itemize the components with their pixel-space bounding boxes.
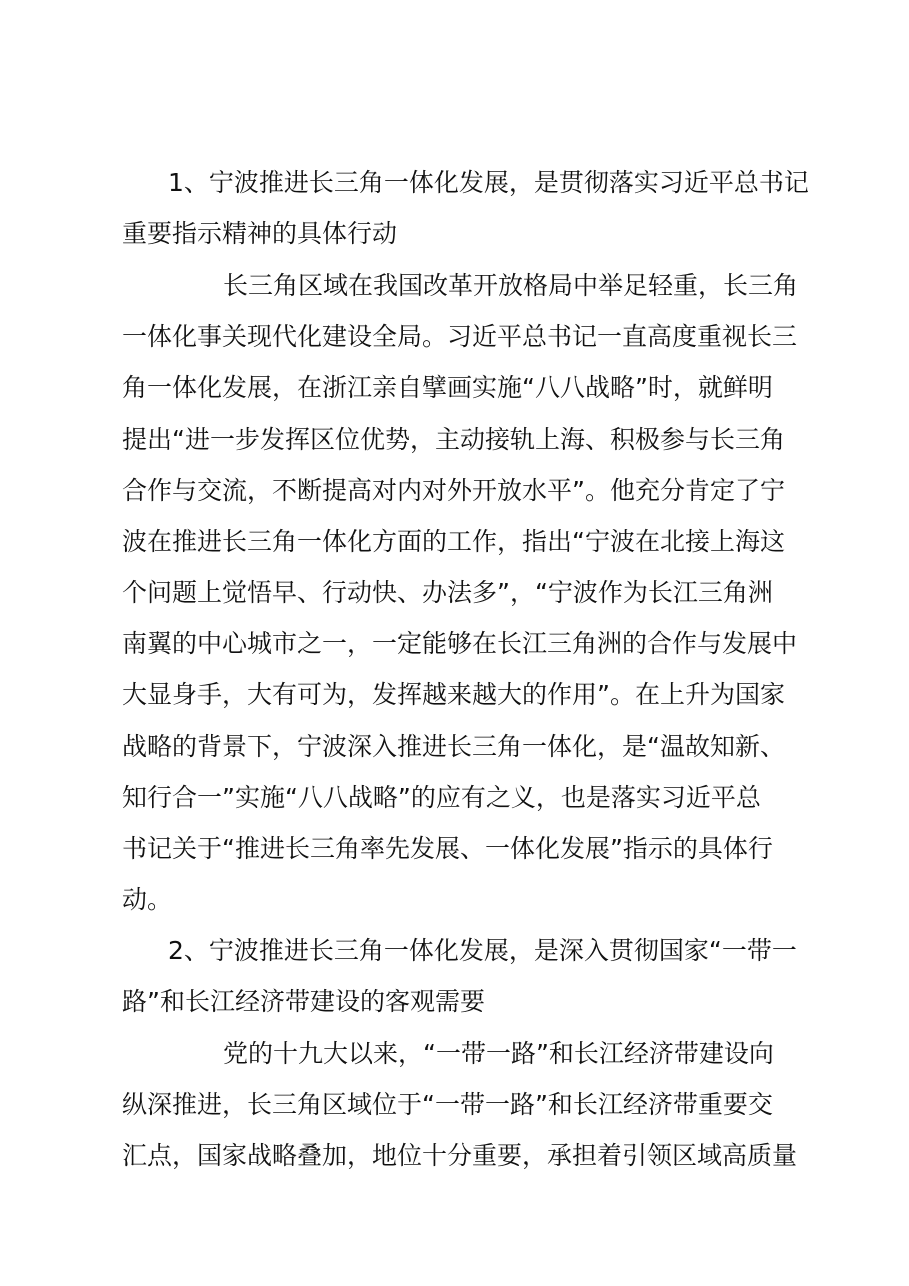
heading-2-line-1: 2、宁波推进长三角一体化发展，是深入贯彻国家“一带一	[168, 936, 797, 965]
paragraph-1-line-10: 战略的背景下，宁波深入推进长三角一体化，是“温故知新、	[122, 732, 785, 761]
paragraph-1-line-5: 合作与交流，不断提高对内对外开放水平”。他充分肯定了宁	[122, 476, 785, 505]
heading-1-line-2: 重要指示精神的具体行动	[122, 219, 398, 248]
paragraph-1-line-11: 知行合一”实施“八八战略”的应有之义，也是落实习近平总	[122, 783, 761, 812]
paragraph-1-line-3: 角一体化发展，在浙江亲自擘画实施“八八战略”时，就鲜明	[122, 373, 773, 402]
paragraph-2-line-2: 纵深推进，长三角区域位于“一带一路”和长江经济带重要交	[122, 1090, 773, 1119]
paragraph-2-line-1: 党的十九大以来，“一带一路”和长江经济带建设向	[223, 1039, 774, 1068]
paragraph-1-line-13: 动。	[122, 885, 173, 914]
heading-1-line-1: 1、宁波推进长三角一体化发展，是贯彻落实习近平总书记	[168, 168, 809, 197]
paragraph-1-line-6: 波在推进长三角一体化方面的工作，指出“宁波在北接上海这	[122, 527, 785, 556]
paragraph-1-line-7: 个问题上觉悟早、行动快、办法多”，“宁波作为长江三角洲	[122, 578, 773, 607]
paragraph-1-line-8: 南翼的中心城市之一，一定能够在长江三角洲的合作与发展中	[122, 629, 798, 658]
heading-2-line-2: 路”和长江经济带建设的客观需要	[122, 987, 485, 1016]
paragraph-1-line-1: 长三角区域在我国改革开放格局中举足轻重，长三角	[223, 271, 799, 300]
paragraph-1-line-9: 大显身手，大有可为，发挥越来越大的作用”。在上升为国家	[122, 680, 785, 709]
paragraph-1-line-4: 提出“进一步发挥区位优势，主动接轨上海、积极参与长三角	[122, 425, 785, 454]
paragraph-1-line-12: 书记关于“推进长三角率先发展、一体化发展”指示的具体行	[122, 834, 773, 863]
paragraph-2-line-3: 汇点，国家战略叠加，地位十分重要，承担着引领区域高质量	[122, 1141, 798, 1170]
paragraph-1-line-2: 一体化事关现代化建设全局。习近平总书记一直高度重视长三	[122, 322, 798, 351]
